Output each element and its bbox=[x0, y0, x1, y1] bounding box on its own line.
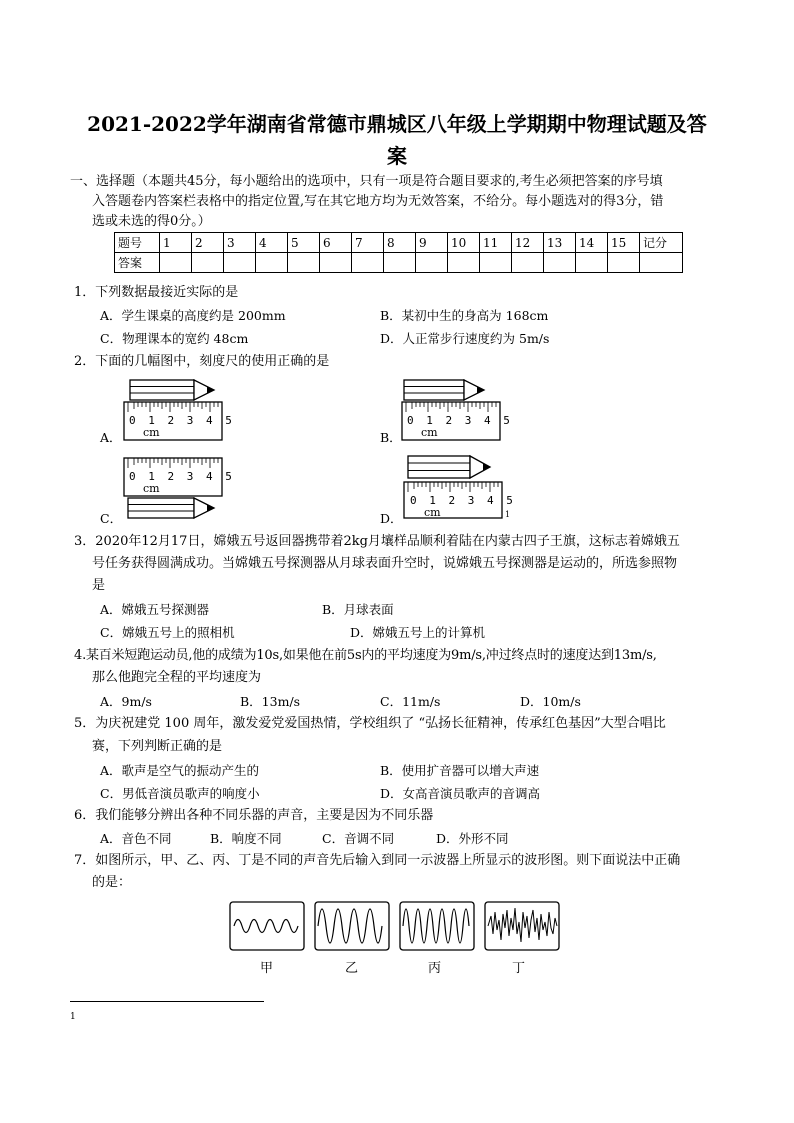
table-number-cell: 5 bbox=[288, 233, 320, 253]
waveform-label-ding: 丁 bbox=[512, 961, 526, 976]
answer-cell bbox=[160, 253, 192, 273]
q4-option-a: A．9m/s bbox=[100, 694, 152, 709]
table-number-cell: 4 bbox=[256, 233, 288, 253]
q4-line-2: 那么他跑完全程的平均速度为 bbox=[92, 670, 262, 685]
footnote-text: 1 bbox=[70, 1012, 76, 1022]
score-cell bbox=[640, 253, 683, 273]
q1-option-b: B．某初中生的身高为 168cm bbox=[380, 308, 549, 323]
q6-option-d: D．外形不同 bbox=[436, 831, 509, 846]
q3-option-b: B．月球表面 bbox=[322, 602, 394, 617]
ruler-a-ticks: 0 1 2 3 4 5 bbox=[129, 414, 235, 427]
waveform-ding bbox=[485, 902, 559, 950]
ruler-b-unit: cm bbox=[421, 426, 438, 439]
table-number-cell: 1 bbox=[160, 233, 192, 253]
q2-stem: 2．下面的几幅图中，刻度尺的使用正确的是 bbox=[74, 354, 330, 369]
ruler-figure-c bbox=[120, 456, 230, 522]
q5-option-a: A．歌声是空气的振动产生的 bbox=[100, 763, 260, 778]
q3-line-1: 3．2020年12月17日，嫦娥五号返回器携带着2kg月壤样品顺利着陆在内蒙古四子王旗，这标志着嫦娥五 bbox=[74, 534, 680, 549]
answer-cell bbox=[288, 253, 320, 273]
waveform-label-jia: 甲 bbox=[260, 961, 274, 976]
q2-option-c: C． bbox=[100, 511, 123, 526]
q5-option-d: D．女高音演员歌声的音调高 bbox=[380, 786, 541, 801]
answer-cell bbox=[256, 253, 288, 273]
answer-cell bbox=[480, 253, 512, 273]
ruler-b-ticks: 0 1 2 3 4 5 bbox=[407, 414, 513, 427]
pencil-icon bbox=[130, 380, 214, 400]
table-number-cell: 9 bbox=[416, 233, 448, 253]
q3-line-2: 号任务获得圆满成功。当嫦娥五号探测器从月球表面升空时，说嫦娥五号探测器是运动的，所选参照物 bbox=[92, 556, 678, 571]
title-line-2: 案 bbox=[387, 144, 407, 168]
ruler-a-unit: cm bbox=[143, 426, 160, 439]
footnote-divider bbox=[70, 1001, 264, 1002]
document-title bbox=[60, 108, 734, 172]
section-intro-line-1: 一、选择题（本题共45分，每小题给出的选项中，只有一项是符合题目要求的,考生必须把答案的序号填 bbox=[70, 174, 663, 189]
q4-option-c: C．11m/s bbox=[380, 694, 441, 709]
section-intro-line-2: 入答题卷内答案栏表格中的指定位置,写在其它地方均为无效答案，不给分。每小题选对的得3分，错 bbox=[92, 194, 664, 209]
table-number-cell: 14 bbox=[576, 233, 608, 253]
waveform-figure bbox=[228, 900, 562, 954]
table-number-cell: 11 bbox=[480, 233, 512, 253]
pencil-icon bbox=[128, 498, 214, 518]
pencil-icon bbox=[404, 380, 484, 400]
q2-option-d: D． bbox=[380, 511, 403, 526]
answer-table-answer-row bbox=[115, 253, 683, 273]
ruler-c-ticks: 0 1 2 3 4 5 bbox=[129, 470, 235, 483]
q4-option-d: D．10m/s bbox=[520, 694, 581, 709]
table-number-cell: 10 bbox=[448, 233, 480, 253]
table-label-answer: 答案 bbox=[115, 253, 160, 273]
footnote-mark: 1 bbox=[505, 510, 511, 519]
answer-table bbox=[114, 232, 683, 273]
q3-option-d: D．嫦娥五号上的计算机 bbox=[350, 625, 486, 640]
q3-option-c: C．嫦娥五号上的照相机 bbox=[100, 625, 235, 640]
q6-option-b: B．响度不同 bbox=[210, 831, 282, 846]
q1-option-c: C．物理课本的宽约 48cm bbox=[100, 331, 249, 346]
waveform-yi bbox=[315, 902, 389, 950]
waveform-jia bbox=[230, 902, 304, 950]
q6-option-a: A．音色不同 bbox=[100, 831, 172, 846]
q6-stem: 6．我们能够分辨出各种不同乐器的声音，主要是因为不同乐器 bbox=[74, 808, 434, 823]
q6-option-c: C．音调不同 bbox=[322, 831, 395, 846]
q7-line-1: 7．如图所示，甲、乙、丙、丁是不同的声音先后输入到同一示波器上所显示的波形图。则下面说法中正确 bbox=[74, 853, 681, 868]
ruler-c-unit: cm bbox=[143, 482, 160, 495]
waveform-label-bing: 丙 bbox=[428, 961, 442, 976]
answer-cell bbox=[416, 253, 448, 273]
answer-cell bbox=[320, 253, 352, 273]
title-line-1: 2021-2022学年湖南省常德市鼎城区八年级上学期期中物理试题及答 bbox=[87, 112, 707, 136]
q7-line-2: 的是： bbox=[92, 875, 132, 890]
q5-line-1: 5．为庆祝建党 100 周年，激发爱党爱国热情，学校组织了 “弘扬长征精神，传承红色基因”大型合唱比 bbox=[74, 716, 666, 731]
pencil-icon bbox=[408, 456, 490, 478]
q5-option-b: B．使用扩音器可以增大声速 bbox=[380, 763, 540, 778]
answer-cell bbox=[224, 253, 256, 273]
answer-cell bbox=[352, 253, 384, 273]
table-label-number: 题号 bbox=[115, 233, 160, 253]
q4-line-1: 4.某百米短跑运动员,他的成绩为10s,如果他在前5s内的平均速度为9m/s,冲过终点时的速度达到13m/s, bbox=[74, 648, 657, 663]
table-number-cell: 3 bbox=[224, 233, 256, 253]
q3-line-3: 是 bbox=[92, 578, 106, 593]
ruler-d-unit: cm bbox=[424, 506, 441, 519]
q5-option-c: C．男低音演员歌声的响度小 bbox=[100, 786, 260, 801]
answer-cell bbox=[544, 253, 576, 273]
answer-cell bbox=[192, 253, 224, 273]
q1-stem: 1．下列数据最接近实际的是 bbox=[74, 285, 239, 300]
waveform-bing bbox=[400, 902, 474, 950]
waveform-label-yi: 乙 bbox=[345, 961, 359, 976]
answer-cell bbox=[448, 253, 480, 273]
answer-cell bbox=[608, 253, 640, 273]
q1-option-a: A．学生课桌的高度约是 200mm bbox=[100, 308, 286, 323]
table-label-score: 记分 bbox=[640, 233, 683, 253]
table-number-cell: 15 bbox=[608, 233, 640, 253]
table-number-cell: 12 bbox=[512, 233, 544, 253]
ruler-figure-b bbox=[398, 376, 508, 442]
answer-cell bbox=[512, 253, 544, 273]
table-number-cell: 7 bbox=[352, 233, 384, 253]
q4-option-b: B．13m/s bbox=[240, 694, 301, 709]
table-number-cell: 8 bbox=[384, 233, 416, 253]
q3-option-a: A．嫦娥五号探测器 bbox=[100, 602, 210, 617]
answer-table-header-row bbox=[115, 233, 683, 253]
table-number-cell: 2 bbox=[192, 233, 224, 253]
q2-option-b: B． bbox=[380, 430, 402, 445]
table-number-cell: 6 bbox=[320, 233, 352, 253]
table-number-cell: 13 bbox=[544, 233, 576, 253]
ruler-figure-d bbox=[398, 452, 510, 522]
q1-option-d: D．人正常步行速度约为 5m/s bbox=[380, 331, 550, 346]
answer-cell bbox=[576, 253, 608, 273]
q2-option-a: A． bbox=[100, 430, 122, 445]
section-intro-line-3: 选或未选的得0分。） bbox=[92, 214, 211, 229]
ruler-d-ticks: 0 1 2 3 4 5 bbox=[410, 494, 516, 507]
q5-line-2: 赛，下列判断正确的是 bbox=[92, 739, 223, 754]
ruler-figure-a bbox=[120, 376, 230, 442]
answer-cell bbox=[384, 253, 416, 273]
